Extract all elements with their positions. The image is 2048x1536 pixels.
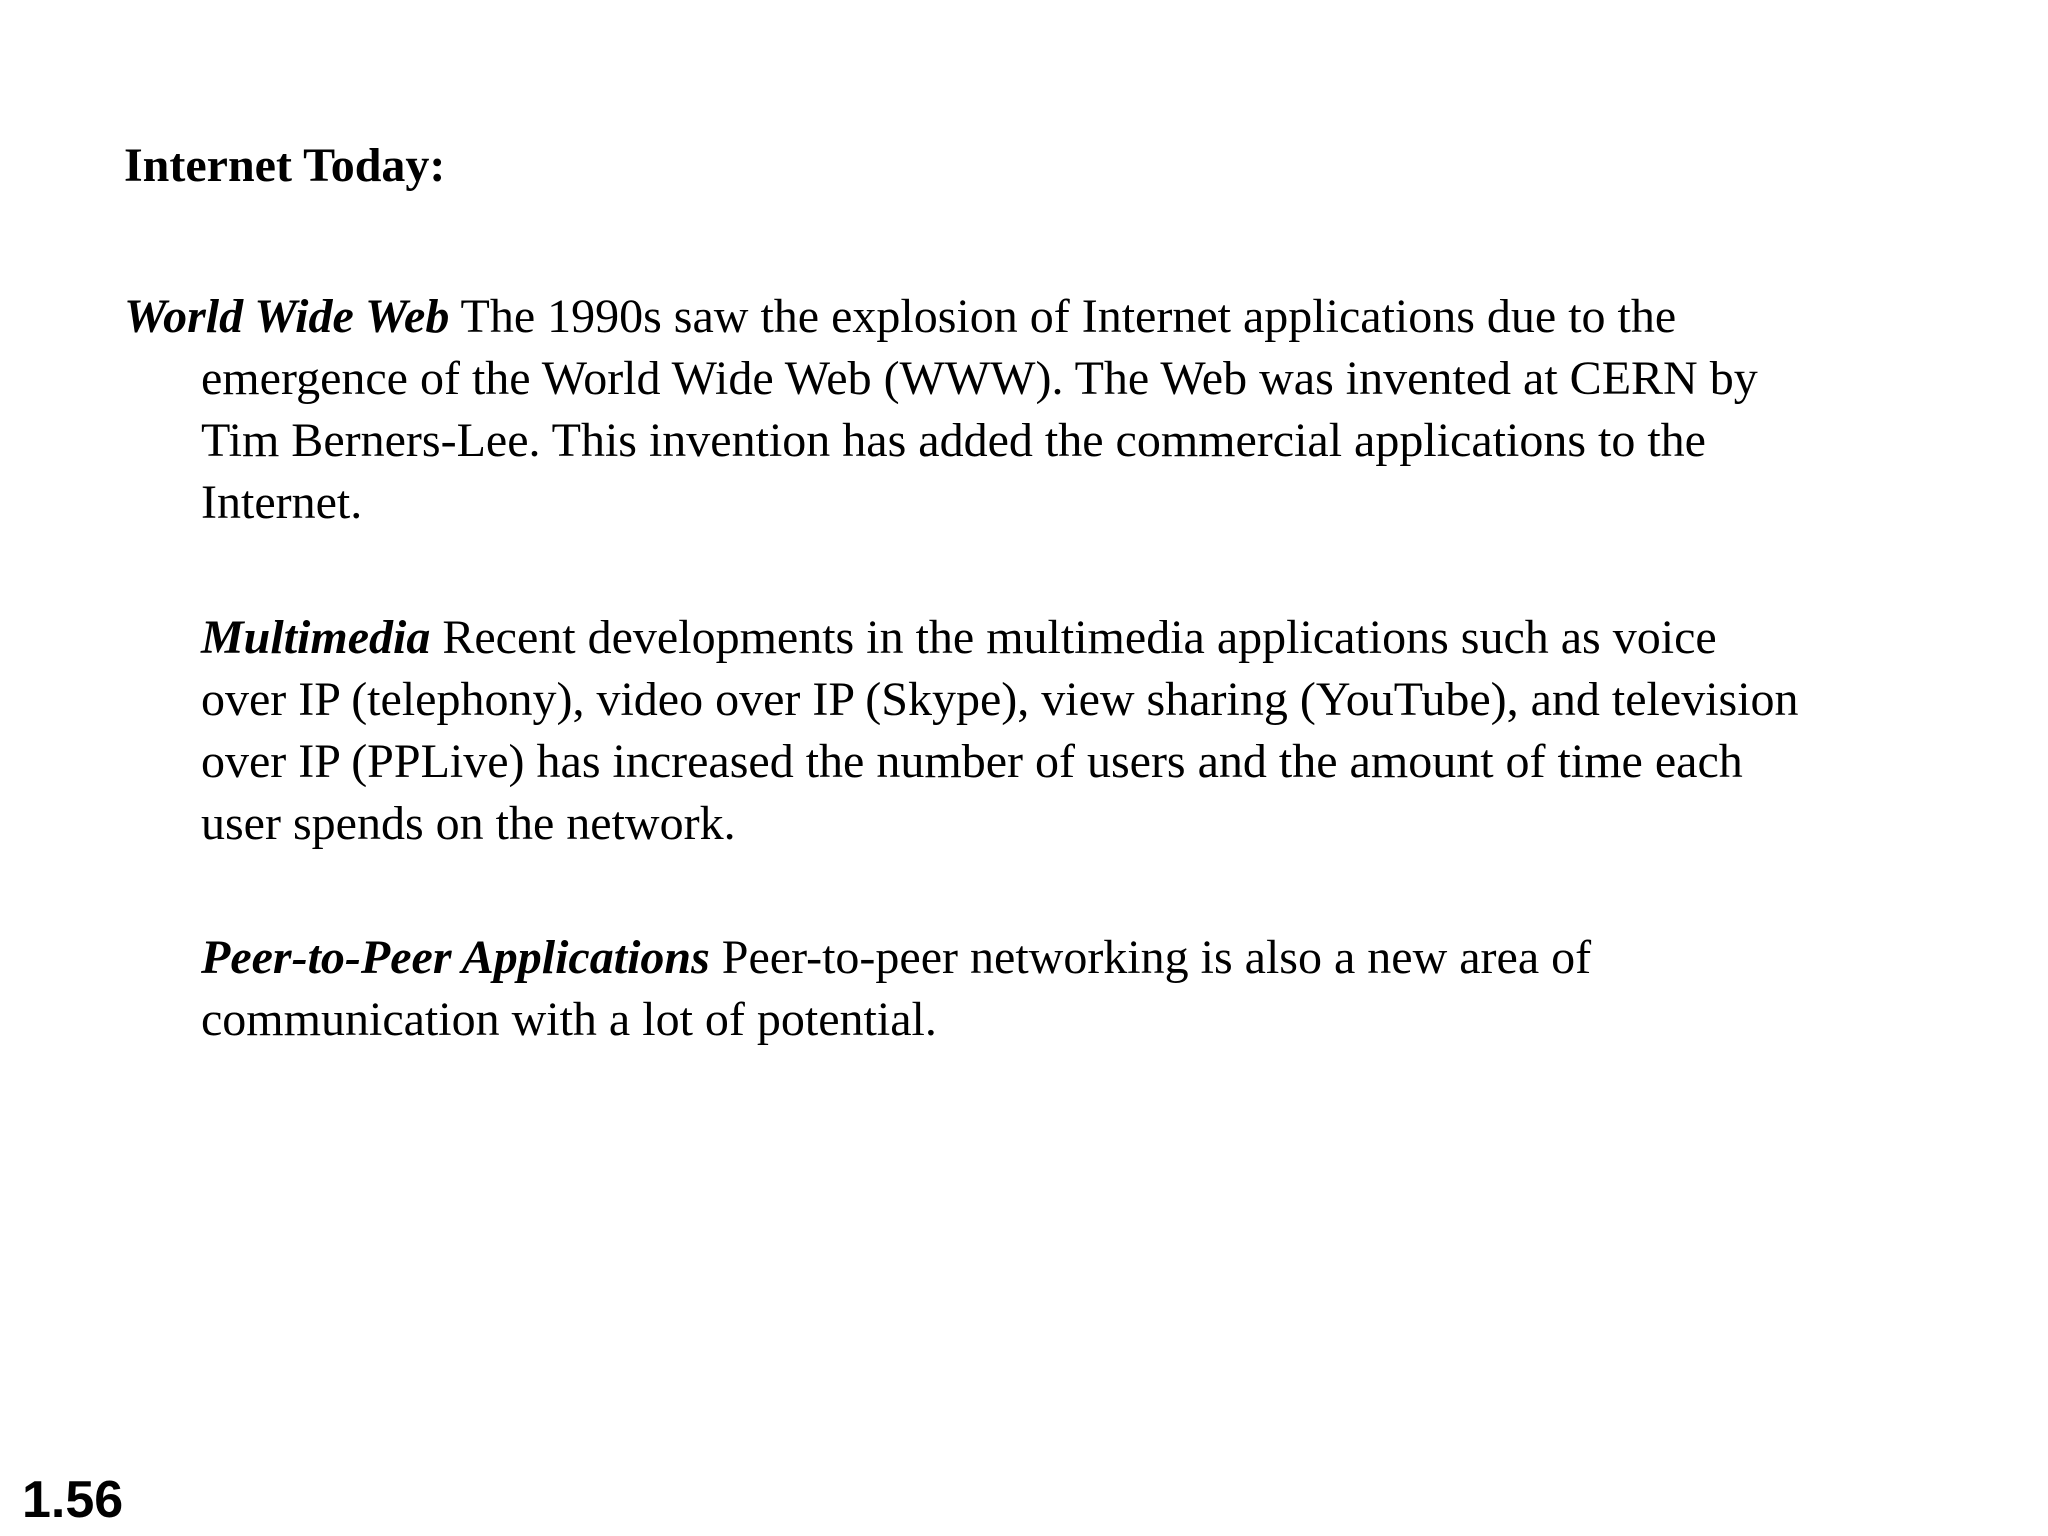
- slide-heading: Internet Today:: [124, 139, 446, 192]
- paragraph-line: Tim Berners-Lee. This invention has added the commercial applications to the: [201, 414, 1706, 467]
- paragraph-text: Peer-to-peer networking is also a new area of: [709, 931, 1592, 984]
- paragraph-line: [201, 607, 1799, 669]
- term-peer-to-peer: Peer-to-Peer Applications: [201, 931, 710, 984]
- paragraph-text: Recent developments in the multimedia applications such as voice: [430, 611, 1717, 664]
- page-number: 1.56: [22, 1471, 124, 1529]
- paragraph-line: over IP (telephony), video over IP (Skype), view sharing (YouTube), and television: [201, 673, 1799, 726]
- term-world-wide-web: World Wide Web: [124, 290, 450, 343]
- paragraph-multimedia: [201, 607, 1799, 855]
- paragraph-line: communication with a lot of potential.: [201, 993, 937, 1046]
- paragraph-line: over IP (PPLive) has increased the number of users and the amount of time each: [201, 735, 1743, 788]
- term-multimedia: Multimedia: [201, 611, 431, 664]
- paragraph-line: Internet.: [201, 476, 363, 529]
- paragraph-world-wide-web: [124, 286, 1758, 534]
- paragraph-line: emergence of the World Wide Web (WWW). The Web was invented at CERN by: [201, 352, 1758, 405]
- paragraph-line: [124, 286, 1758, 348]
- paragraph-text: The 1990s saw the explosion of Internet applications due to the: [449, 290, 1677, 343]
- paragraph-line: [201, 927, 1591, 989]
- paragraph-peer-to-peer: [201, 927, 1591, 1051]
- paragraph-line: user spends on the network.: [201, 797, 736, 850]
